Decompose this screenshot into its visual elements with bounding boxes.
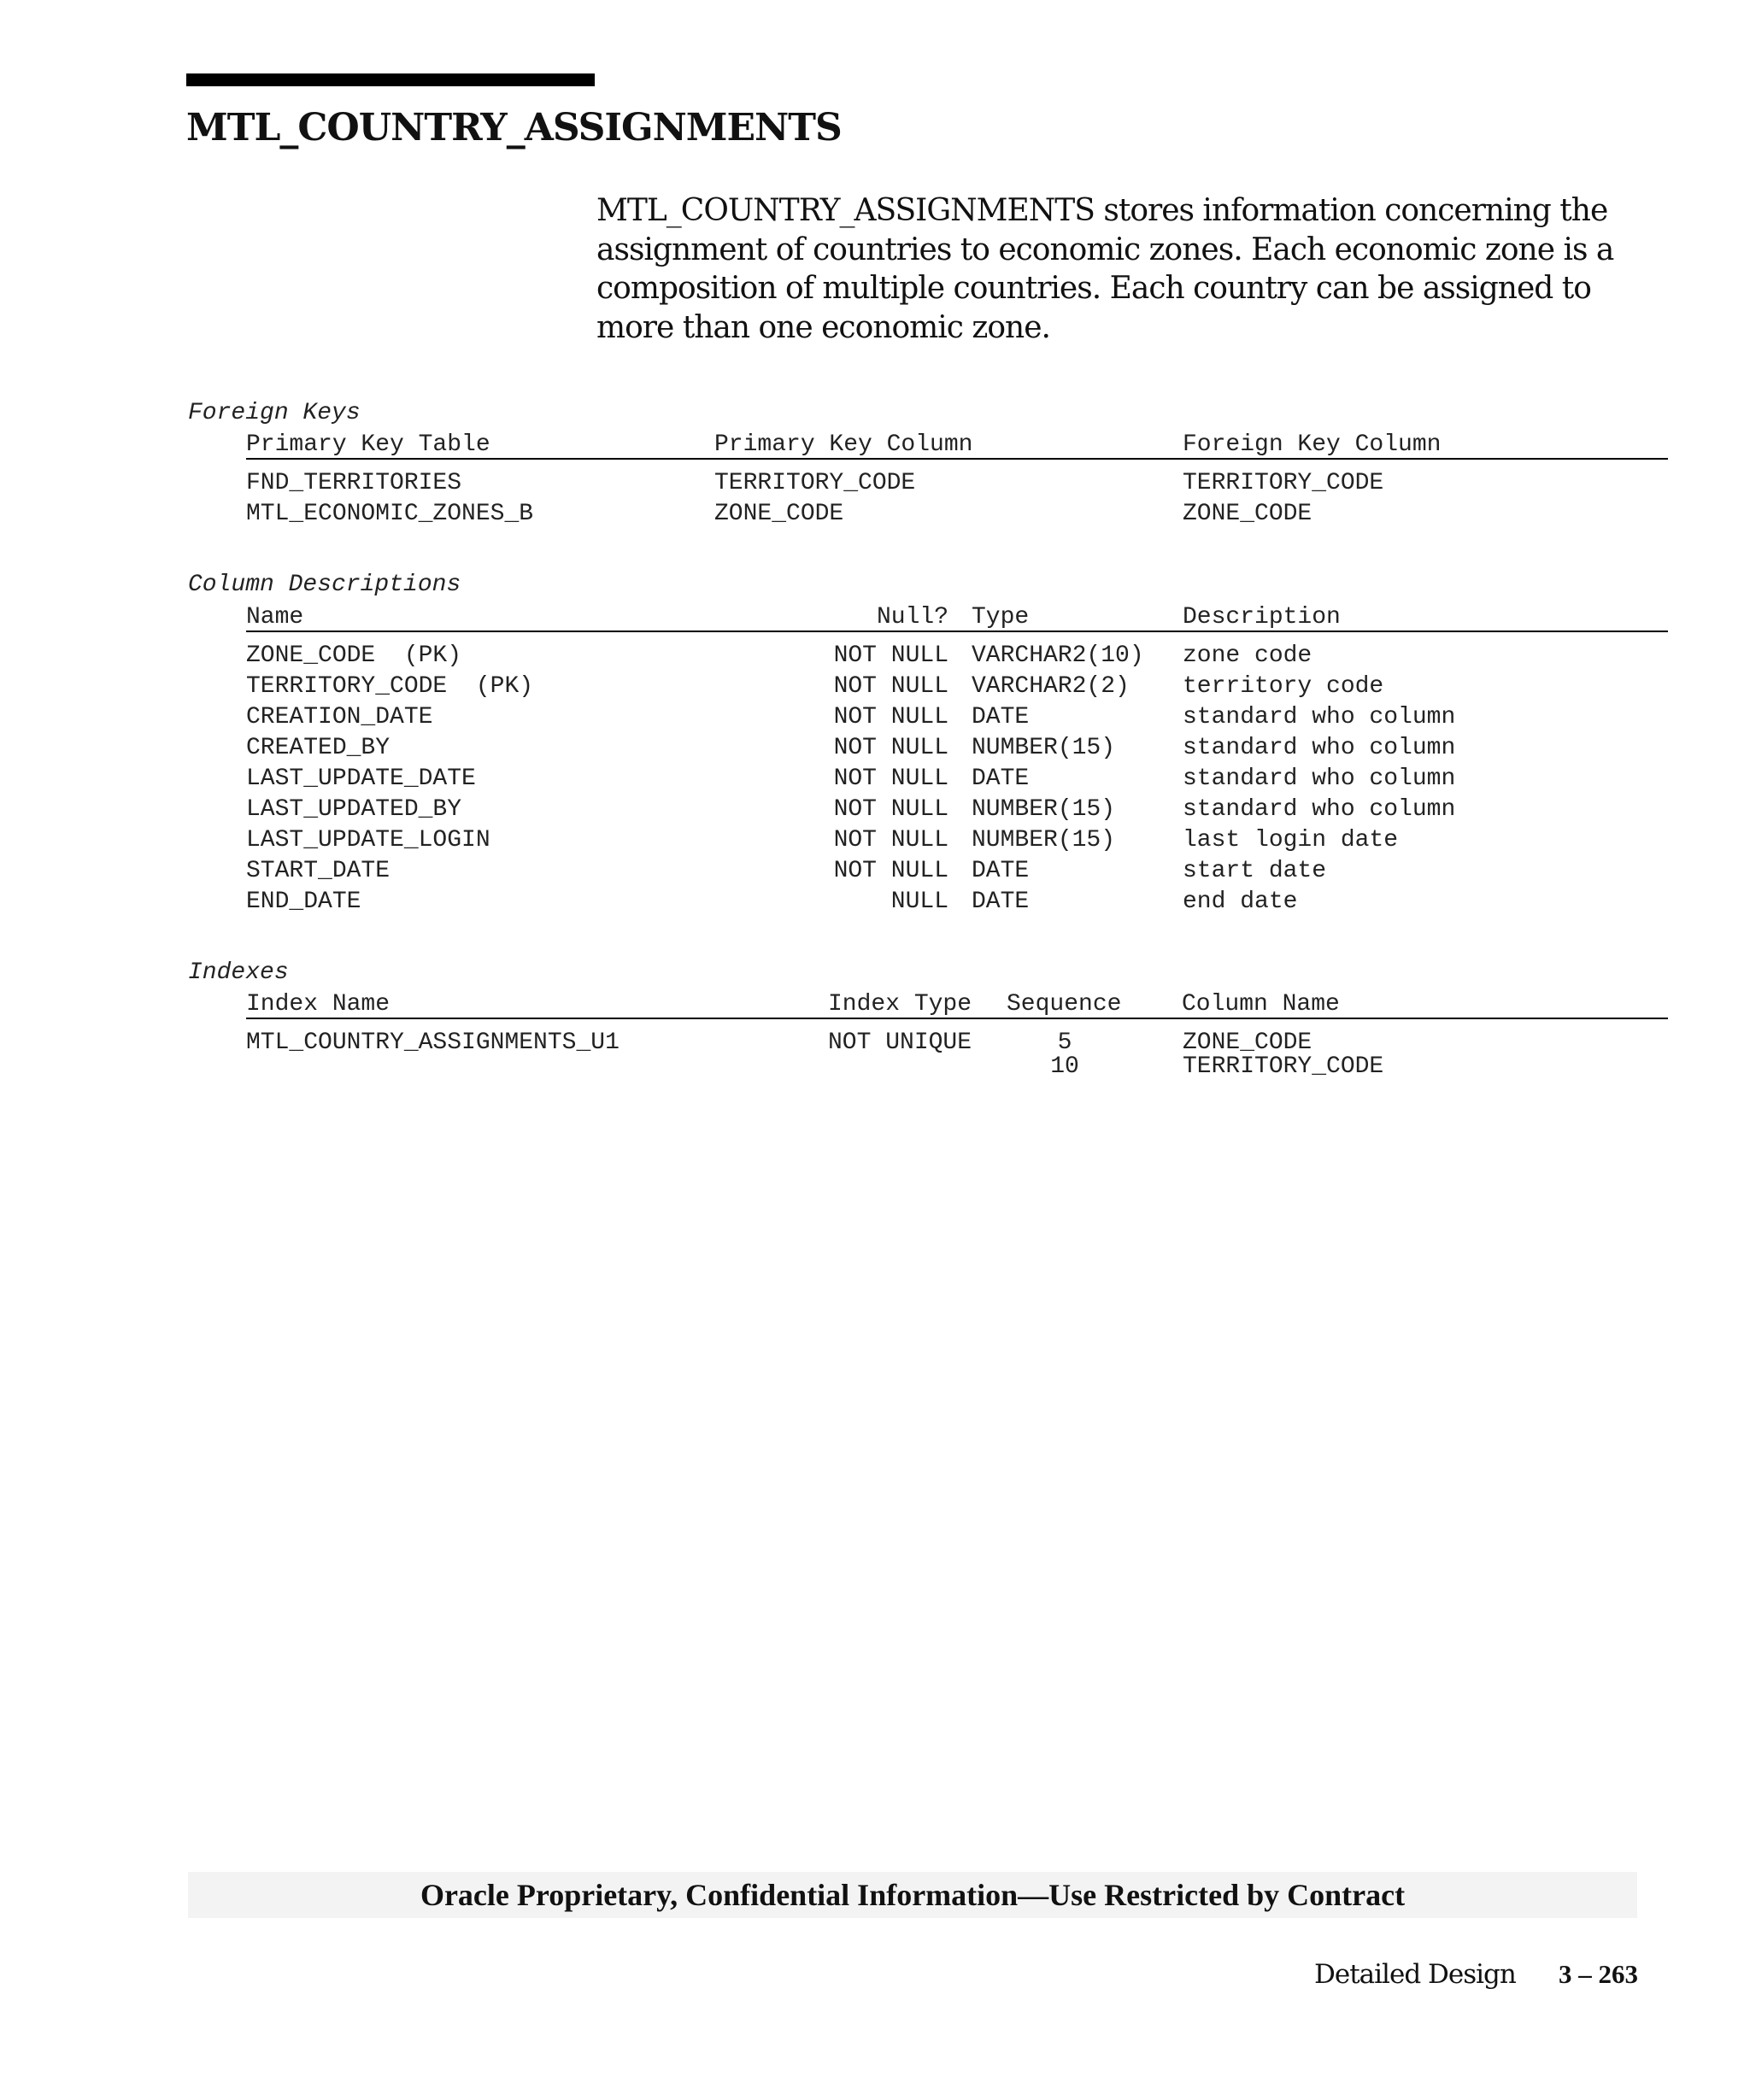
column-name: LAST_UPDATED_BY bbox=[246, 796, 462, 823]
column-description: start date bbox=[1183, 858, 1327, 884]
top-rule bbox=[186, 73, 595, 86]
column-name: TERRITORY_CODE (PK) bbox=[246, 673, 534, 700]
column-type: DATE bbox=[972, 766, 1030, 792]
confidentiality-notice: Oracle Proprietary, Confidential Information––Use Restricted by Contract bbox=[420, 1878, 1406, 1912]
fk-foreign-key-column: ZONE_CODE bbox=[1183, 501, 1312, 527]
idx-header-rule bbox=[246, 1018, 1668, 1019]
index-sequence: 10 bbox=[1050, 1053, 1079, 1080]
index-column-name: TERRITORY_CODE bbox=[1183, 1053, 1384, 1080]
table-description: MTL_COUNTRY_ASSIGNMENTS stores information concerning the assignment of countries to economic zones. Each economic zone is a composition of multiple countries. Each country can be assigned to more than one economic zone. bbox=[596, 193, 1614, 345]
column-null: NOT NULL bbox=[833, 735, 948, 761]
column-description: standard who column bbox=[1183, 796, 1456, 823]
footer-section-name: Detailed Design bbox=[1314, 1959, 1516, 1990]
idx-header-index-name: Index Name bbox=[246, 991, 391, 1018]
column-null: NOT NULL bbox=[833, 827, 948, 853]
column-descriptions-title: Column Descriptions bbox=[188, 572, 461, 598]
col-header-rule bbox=[246, 631, 1668, 632]
idx-header-column-name: Column Name bbox=[1182, 991, 1340, 1018]
page-title: MTL_COUNTRY_ASSIGNMENTS bbox=[186, 106, 842, 150]
column-null: NOT NULL bbox=[833, 796, 948, 823]
column-type: NUMBER(15) bbox=[972, 796, 1116, 823]
confidentiality-banner bbox=[188, 1872, 1637, 1918]
column-name: LAST_UPDATE_DATE bbox=[246, 766, 476, 792]
column-null: NOT NULL bbox=[833, 673, 948, 700]
column-name: CREATED_BY bbox=[246, 735, 391, 761]
fk-primary-key-column: ZONE_CODE bbox=[714, 501, 844, 527]
column-type: DATE bbox=[972, 889, 1030, 915]
column-null: NOT NULL bbox=[833, 642, 948, 669]
col-header-name: Name bbox=[246, 604, 304, 631]
idx-header-sequence: Sequence bbox=[1007, 991, 1122, 1018]
column-name: CREATION_DATE bbox=[246, 704, 433, 730]
column-type: DATE bbox=[972, 858, 1030, 884]
index-name: MTL_COUNTRY_ASSIGNMENTS_U1 bbox=[246, 1029, 620, 1056]
col-header-type: Type bbox=[972, 604, 1030, 631]
fk-primary-key-column: TERRITORY_CODE bbox=[714, 470, 916, 496]
column-name: LAST_UPDATE_LOGIN bbox=[246, 827, 490, 853]
column-description: standard who column bbox=[1183, 735, 1456, 761]
column-description: zone code bbox=[1183, 642, 1312, 669]
index-column-name: ZONE_CODE bbox=[1183, 1029, 1312, 1056]
fk-primary-key-table: MTL_ECONOMIC_ZONES_B bbox=[246, 501, 534, 527]
column-type: VARCHAR2(2) bbox=[972, 673, 1130, 700]
fk-header-rule bbox=[246, 458, 1668, 460]
column-null: NOT NULL bbox=[833, 858, 948, 884]
column-type: NUMBER(15) bbox=[972, 735, 1116, 761]
index-sequence: 5 bbox=[1057, 1029, 1072, 1056]
column-name: ZONE_CODE (PK) bbox=[246, 642, 462, 669]
column-null: NOT NULL bbox=[833, 766, 948, 792]
fk-foreign-key-column: TERRITORY_CODE bbox=[1183, 470, 1384, 496]
col-header-null: Null? bbox=[876, 604, 948, 631]
fk-header-primary-key-table: Primary Key Table bbox=[246, 431, 490, 458]
column-description: standard who column bbox=[1183, 704, 1456, 730]
page-number: 3 – 263 bbox=[1559, 1959, 1638, 1989]
column-description: territory code bbox=[1183, 673, 1384, 700]
idx-header-index-type: Index Type bbox=[828, 991, 972, 1018]
column-null: NULL bbox=[890, 889, 948, 915]
column-description: standard who column bbox=[1183, 766, 1456, 792]
column-description: end date bbox=[1183, 889, 1298, 915]
column-name: START_DATE bbox=[246, 858, 391, 884]
foreign-keys-title: Foreign Keys bbox=[188, 400, 361, 426]
col-header-description: Description bbox=[1183, 604, 1341, 631]
column-name: END_DATE bbox=[246, 889, 361, 915]
column-type: VARCHAR2(10) bbox=[972, 642, 1144, 669]
column-type: DATE bbox=[972, 704, 1030, 730]
column-null: NOT NULL bbox=[833, 704, 948, 730]
fk-primary-key-table: FND_TERRITORIES bbox=[246, 470, 462, 496]
fk-header-primary-key-column: Primary Key Column bbox=[714, 431, 973, 458]
index-type: NOT UNIQUE bbox=[828, 1029, 972, 1056]
column-description: last login date bbox=[1183, 827, 1399, 853]
column-type: NUMBER(15) bbox=[972, 827, 1116, 853]
indexes-title: Indexes bbox=[188, 959, 289, 986]
fk-header-foreign-key-column: Foreign Key Column bbox=[1183, 431, 1442, 458]
